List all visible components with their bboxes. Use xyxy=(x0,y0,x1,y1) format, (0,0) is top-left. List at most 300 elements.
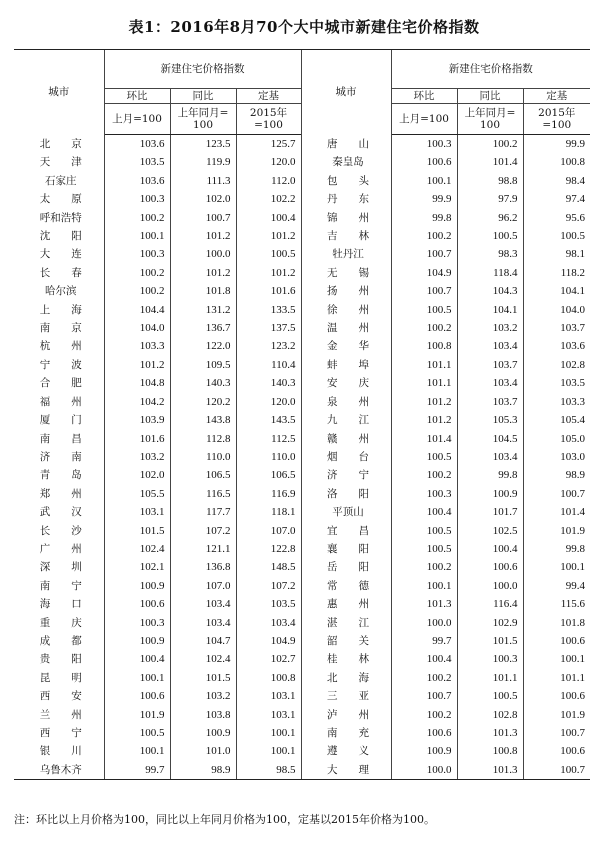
header-base-sub-left: 2015年 =100 xyxy=(236,104,301,135)
base-value-left: 110.4 xyxy=(236,356,301,374)
yoy-value-right: 101.7 xyxy=(457,503,523,521)
mom-value-right: 100.7 xyxy=(426,248,452,261)
mom-value-left: 100.5 xyxy=(139,727,165,739)
mom-value-left: 100.6 xyxy=(139,598,165,611)
city-name-left: 上 海 xyxy=(14,301,104,319)
mom-value-right: 100.8 xyxy=(426,340,452,353)
city-name-right: 韶 关 xyxy=(301,632,391,650)
base-value-right: 98.4 xyxy=(523,172,590,190)
city-name-right: 锦 州 xyxy=(301,209,391,227)
mom-value-right: 100.1 xyxy=(426,174,452,187)
mom-value-right: 101.2 xyxy=(426,414,452,427)
yoy-value-left: 136.7 xyxy=(170,319,236,337)
base-value-left: 100.4 xyxy=(236,209,301,227)
city-name-right: 牡丹江 xyxy=(301,245,391,263)
yoy-value-left: 121.1 xyxy=(170,540,236,558)
base-value-right: 97.4 xyxy=(523,190,590,208)
city-name-right: 惠 州 xyxy=(301,595,391,613)
yoy-value-right: 101.1 xyxy=(457,669,523,687)
city-name-left: 银 川 xyxy=(14,742,104,760)
base-value-right: 103.6 xyxy=(523,337,590,355)
mom-value-left: 100.6 xyxy=(139,690,165,703)
table-row xyxy=(14,632,590,650)
mom-value-left: 102.4 xyxy=(139,542,165,555)
mom-value-right: 100.5 xyxy=(426,524,452,537)
base-value-left: 104.9 xyxy=(236,632,301,650)
mom-value-left: 101.2 xyxy=(139,358,165,371)
yoy-value-left: 116.5 xyxy=(170,485,236,503)
base-value-left: 102.2 xyxy=(236,190,301,208)
table-row xyxy=(14,742,590,760)
yoy-value-right: 101.4 xyxy=(457,153,523,171)
mom-value-left: 100.2 xyxy=(139,211,165,224)
mom-value-left: 101.6 xyxy=(139,432,165,445)
base-value-right: 101.9 xyxy=(523,706,590,724)
base-value-left: 102.7 xyxy=(236,650,301,668)
city-name-right: 遵 义 xyxy=(301,742,391,760)
table-row xyxy=(14,135,590,154)
city-name-left: 宁 波 xyxy=(14,356,104,374)
header-base-left: 定基 xyxy=(236,89,301,104)
base-value-right: 100.7 xyxy=(523,485,590,503)
mom-value-right: 100.2 xyxy=(426,322,452,335)
city-name-right: 南 充 xyxy=(301,724,391,742)
mom-value-right: 100.5 xyxy=(426,303,452,316)
header-group-left: 新建住宅价格指数 xyxy=(104,50,301,89)
yoy-value-right: 100.8 xyxy=(457,742,523,760)
city-name-left: 大 连 xyxy=(14,245,104,263)
yoy-value-left: 98.9 xyxy=(170,761,236,780)
yoy-value-right: 100.5 xyxy=(457,227,523,245)
base-value-left: 133.5 xyxy=(236,301,301,319)
table-row xyxy=(14,522,590,540)
table-row xyxy=(14,466,590,484)
base-value-left: 123.2 xyxy=(236,337,301,355)
table-row xyxy=(14,430,590,448)
city-name-left: 深 圳 xyxy=(14,558,104,576)
base-value-left: 100.1 xyxy=(236,724,301,742)
yoy-value-left: 102.4 xyxy=(170,650,236,668)
yoy-value-right: 100.9 xyxy=(457,485,523,503)
yoy-value-left: 106.5 xyxy=(170,466,236,484)
base-value-left: 101.6 xyxy=(236,282,301,300)
yoy-value-left: 117.7 xyxy=(170,503,236,521)
yoy-value-left: 102.0 xyxy=(170,190,236,208)
base-value-left: 116.9 xyxy=(236,485,301,503)
city-name-left: 成 都 xyxy=(14,632,104,650)
table-row xyxy=(14,282,590,300)
yoy-value-right: 104.1 xyxy=(457,301,523,319)
mom-value-left: 100.2 xyxy=(139,285,165,298)
table-row xyxy=(14,558,590,576)
base-value-left: 107.0 xyxy=(236,522,301,540)
mom-value-left: 100.3 xyxy=(139,616,165,629)
city-name-left: 太 原 xyxy=(14,190,104,208)
city-name-right: 秦皇岛 xyxy=(301,153,391,171)
city-name-right: 温 州 xyxy=(301,319,391,337)
yoy-value-left: 103.4 xyxy=(170,595,236,613)
base-value-right: 115.6 xyxy=(523,595,590,613)
city-name-right: 三 亚 xyxy=(301,687,391,705)
city-name-left: 郑 州 xyxy=(14,485,104,503)
mom-value-right: 99.8 xyxy=(432,211,452,224)
city-name-left: 南 昌 xyxy=(14,430,104,448)
city-name-left: 昆 明 xyxy=(14,669,104,687)
city-name-right: 宜 昌 xyxy=(301,522,391,540)
city-name-left: 北 京 xyxy=(14,135,104,154)
city-name-left: 福 州 xyxy=(14,393,104,411)
mom-value-right: 100.0 xyxy=(391,761,457,780)
city-name-right: 蚌 埠 xyxy=(301,356,391,374)
city-name-left: 天 津 xyxy=(14,153,104,171)
base-value-right: 98.9 xyxy=(523,466,590,484)
mom-value-left: 101.5 xyxy=(139,524,165,537)
city-name-right: 泸 州 xyxy=(301,706,391,724)
base-value-left: 100.1 xyxy=(236,742,301,760)
yoy-value-left: 101.0 xyxy=(170,742,236,760)
header-base-right: 定基 xyxy=(523,89,590,104)
base-value-left: 100.8 xyxy=(236,669,301,687)
table-row xyxy=(14,411,590,429)
base-value-right: 102.8 xyxy=(523,356,590,374)
base-value-right: 100.1 xyxy=(523,650,590,668)
base-value-right: 98.1 xyxy=(523,245,590,263)
yoy-value-left: 110.0 xyxy=(170,448,236,466)
table-row xyxy=(14,595,590,613)
mom-value-right: 100.4 xyxy=(426,506,452,519)
mom-value-right: 101.1 xyxy=(426,377,452,390)
table-row xyxy=(14,448,590,466)
city-name-right: 安 庆 xyxy=(301,374,391,392)
base-value-right: 101.9 xyxy=(523,522,590,540)
mom-value-right: 100.0 xyxy=(426,616,452,629)
yoy-value-right: 96.2 xyxy=(457,209,523,227)
mom-value-right: 100.6 xyxy=(426,156,452,169)
table-row xyxy=(14,337,590,355)
city-name-left: 海 口 xyxy=(14,595,104,613)
yoy-value-left: 120.2 xyxy=(170,393,236,411)
mom-value-right: 99.9 xyxy=(432,193,452,206)
header-mom-sub-right: 上月=100 xyxy=(391,104,457,135)
yoy-value-right: 104.5 xyxy=(457,430,523,448)
city-name-right: 九 江 xyxy=(301,411,391,429)
mom-value-left: 100.3 xyxy=(139,193,165,206)
mom-value-left: 104.4 xyxy=(139,303,165,316)
mom-value-left: 100.9 xyxy=(139,634,165,647)
base-value-right: 95.6 xyxy=(523,209,590,227)
base-value-right: 103.3 xyxy=(523,393,590,411)
city-name-right: 扬 州 xyxy=(301,282,391,300)
mom-value-left: 103.6 xyxy=(139,174,165,187)
city-name-left: 西 安 xyxy=(14,687,104,705)
city-name-left: 武 汉 xyxy=(14,503,104,521)
mom-value-left: 100.3 xyxy=(139,248,165,261)
table-row xyxy=(14,190,590,208)
city-name-right: 烟 台 xyxy=(301,448,391,466)
yoy-value-right: 98.8 xyxy=(457,172,523,190)
city-name-right: 常 德 xyxy=(301,577,391,595)
city-name-left: 济 南 xyxy=(14,448,104,466)
city-name-right: 丹 东 xyxy=(301,190,391,208)
mom-value-left: 102.0 xyxy=(139,469,165,482)
mom-value-left: 100.2 xyxy=(139,266,165,279)
yoy-value-right: 100.6 xyxy=(457,558,523,576)
table-row xyxy=(14,374,590,392)
base-value-left: 103.1 xyxy=(236,706,301,724)
header-yoy-sub-right: 上年同月= 100 xyxy=(457,104,523,135)
yoy-value-left: 100.9 xyxy=(170,724,236,742)
city-name-left: 乌鲁木齐 xyxy=(14,761,104,780)
table-row xyxy=(14,485,590,503)
yoy-value-right: 116.4 xyxy=(457,595,523,613)
mom-value-right: 100.2 xyxy=(426,671,452,684)
table-row xyxy=(14,209,590,227)
yoy-value-left: 123.5 xyxy=(170,135,236,154)
yoy-value-right: 103.4 xyxy=(457,374,523,392)
base-value-right: 99.8 xyxy=(523,540,590,558)
base-value-left: 101.2 xyxy=(236,227,301,245)
yoy-value-left: 101.8 xyxy=(170,282,236,300)
base-value-left: 122.8 xyxy=(236,540,301,558)
base-value-right: 105.0 xyxy=(523,430,590,448)
base-value-right: 101.1 xyxy=(523,669,590,687)
mom-value-right: 100.9 xyxy=(426,745,452,758)
yoy-value-right: 102.5 xyxy=(457,522,523,540)
city-name-left: 重 庆 xyxy=(14,614,104,632)
mom-value-right: 100.5 xyxy=(426,450,452,463)
mom-value-right: 99.7 xyxy=(432,634,452,647)
city-name-right: 襄 阳 xyxy=(301,540,391,558)
yoy-value-left: 103.8 xyxy=(170,706,236,724)
yoy-value-right: 103.7 xyxy=(457,356,523,374)
mom-value-left: 104.0 xyxy=(139,322,165,335)
table-row xyxy=(14,687,590,705)
base-value-left: 120.0 xyxy=(236,393,301,411)
yoy-value-right: 102.9 xyxy=(457,614,523,632)
city-name-left: 贵 阳 xyxy=(14,650,104,668)
yoy-value-left: 112.8 xyxy=(170,430,236,448)
header-yoy-sub-left: 上年同月= 100 xyxy=(170,104,236,135)
city-name-left: 沈 阳 xyxy=(14,227,104,245)
yoy-value-left: 103.4 xyxy=(170,614,236,632)
mom-value-right: 101.2 xyxy=(426,395,452,408)
yoy-value-left: 103.2 xyxy=(170,687,236,705)
base-value-left: 140.3 xyxy=(236,374,301,392)
city-name-left: 广 州 xyxy=(14,540,104,558)
base-value-left: 148.5 xyxy=(236,558,301,576)
base-value-left: 103.1 xyxy=(236,687,301,705)
city-name-right: 徐 州 xyxy=(301,301,391,319)
table-row xyxy=(14,301,590,319)
mom-value-left: 101.9 xyxy=(139,708,165,721)
yoy-value-left: 140.3 xyxy=(170,374,236,392)
base-value-left: 125.7 xyxy=(236,135,301,154)
table-row xyxy=(14,172,590,190)
mom-value-left: 99.7 xyxy=(104,761,170,780)
yoy-value-left: 100.7 xyxy=(170,209,236,227)
yoy-value-left: 119.9 xyxy=(170,153,236,171)
yoy-value-left: 101.2 xyxy=(170,264,236,282)
base-value-left: 112.0 xyxy=(236,172,301,190)
mom-value-right: 101.3 xyxy=(426,598,452,611)
yoy-value-right: 105.3 xyxy=(457,411,523,429)
base-value-right: 103.7 xyxy=(523,319,590,337)
yoy-value-left: 109.5 xyxy=(170,356,236,374)
city-name-right: 岳 阳 xyxy=(301,558,391,576)
base-value-right: 104.0 xyxy=(523,301,590,319)
city-name-left: 长 沙 xyxy=(14,522,104,540)
mom-value-right: 100.7 xyxy=(426,690,452,703)
mom-value-left: 103.9 xyxy=(139,414,165,427)
city-name-left: 西 宁 xyxy=(14,724,104,742)
base-value-right: 100.6 xyxy=(523,687,590,705)
city-name-right: 洛 阳 xyxy=(301,485,391,503)
mom-value-left: 100.1 xyxy=(139,671,165,684)
header-city-left: 城市 xyxy=(14,50,104,135)
yoy-value-right: 97.9 xyxy=(457,190,523,208)
yoy-value-left: 136.8 xyxy=(170,558,236,576)
city-name-right: 济 宁 xyxy=(301,466,391,484)
base-value-right: 101.4 xyxy=(523,503,590,521)
city-name-right: 金 华 xyxy=(301,337,391,355)
yoy-value-right: 103.2 xyxy=(457,319,523,337)
table-row xyxy=(14,650,590,668)
table-row xyxy=(14,264,590,282)
table-body xyxy=(14,135,590,780)
header-mom-sub-left: 上月=100 xyxy=(104,104,170,135)
header-base-sub-right: 2015年 =100 xyxy=(523,104,590,135)
city-name-right: 赣 州 xyxy=(301,430,391,448)
base-value-right: 105.4 xyxy=(523,411,590,429)
base-value-left: 98.5 xyxy=(236,761,301,780)
yoy-value-left: 111.3 xyxy=(170,172,236,190)
yoy-value-right: 101.5 xyxy=(457,632,523,650)
mom-value-right: 100.3 xyxy=(426,487,452,500)
table-row xyxy=(14,540,590,558)
table-row xyxy=(14,577,590,595)
city-name-right: 唐 山 xyxy=(301,135,391,154)
table-row xyxy=(14,724,590,742)
header-yoy-left: 同比 xyxy=(170,89,236,104)
mom-value-left: 100.1 xyxy=(139,745,165,758)
mom-value-right: 100.2 xyxy=(426,469,452,482)
footnote: 注：环比以上月价格为100，同比以上年同月价格为100，定基以2015年价格为100。 xyxy=(14,813,435,826)
city-name-right: 无 锡 xyxy=(301,264,391,282)
base-value-right: 100.1 xyxy=(523,558,590,576)
table-row xyxy=(14,227,590,245)
mom-value-left: 103.2 xyxy=(139,450,165,463)
city-name-left: 石家庄 xyxy=(14,172,104,190)
city-name-right: 桂 林 xyxy=(301,650,391,668)
base-value-right: 100.5 xyxy=(523,227,590,245)
mom-value-right: 100.2 xyxy=(426,561,452,574)
city-name-left: 呼和浩特 xyxy=(14,209,104,227)
table-row xyxy=(14,669,590,687)
base-value-right: 118.2 xyxy=(523,264,590,282)
table-row xyxy=(14,706,590,724)
mom-value-left: 104.2 xyxy=(139,395,165,408)
base-value-left: 118.1 xyxy=(236,503,301,521)
mom-value-right: 100.2 xyxy=(426,708,452,721)
yoy-value-right: 101.3 xyxy=(457,761,523,780)
table-row xyxy=(14,319,590,337)
city-name-left: 南 京 xyxy=(14,319,104,337)
base-value-left: 103.4 xyxy=(236,614,301,632)
header-mom-left: 环比 xyxy=(104,89,170,104)
base-value-right: 104.1 xyxy=(523,282,590,300)
mom-value-right: 104.9 xyxy=(426,266,452,279)
base-value-left: 103.5 xyxy=(236,595,301,613)
mom-value-right: 100.5 xyxy=(426,542,452,555)
city-name-left: 合 肥 xyxy=(14,374,104,392)
yoy-value-left: 143.8 xyxy=(170,411,236,429)
mom-value-right: 101.1 xyxy=(426,358,452,371)
mom-value-left: 104.8 xyxy=(139,377,165,390)
mom-value-left: 103.1 xyxy=(139,506,165,519)
base-value-right: 103.5 xyxy=(523,374,590,392)
base-value-right: 100.6 xyxy=(523,632,590,650)
city-name-right: 北 海 xyxy=(301,669,391,687)
base-value-right: 100.6 xyxy=(523,742,590,760)
mom-value-right: 100.2 xyxy=(426,230,452,243)
city-name-right: 湛 江 xyxy=(301,614,391,632)
yoy-value-right: 103.7 xyxy=(457,393,523,411)
mom-value-left: 103.3 xyxy=(139,340,165,353)
table-row xyxy=(14,614,590,632)
base-value-right: 101.8 xyxy=(523,614,590,632)
table-row xyxy=(14,761,590,780)
yoy-value-right: 104.3 xyxy=(457,282,523,300)
base-value-left: 112.5 xyxy=(236,430,301,448)
table-row xyxy=(14,503,590,521)
yoy-value-right: 118.4 xyxy=(457,264,523,282)
yoy-value-left: 104.7 xyxy=(170,632,236,650)
city-name-right: 平顶山 xyxy=(301,503,391,521)
base-value-left: 110.0 xyxy=(236,448,301,466)
base-value-left: 137.5 xyxy=(236,319,301,337)
yoy-value-right: 101.3 xyxy=(457,724,523,742)
yoy-value-right: 99.8 xyxy=(457,466,523,484)
mom-value-right: 100.4 xyxy=(426,653,452,666)
yoy-value-right: 100.4 xyxy=(457,540,523,558)
city-name-left: 哈尔滨 xyxy=(14,282,104,300)
city-name-left: 厦 门 xyxy=(14,411,104,429)
yoy-value-left: 100.0 xyxy=(170,245,236,263)
header-mom-right: 环比 xyxy=(391,89,457,104)
city-name-right: 泉 州 xyxy=(301,393,391,411)
mom-value-left: 100.4 xyxy=(139,653,165,666)
yoy-value-left: 122.0 xyxy=(170,337,236,355)
price-index-table xyxy=(14,50,590,780)
mom-value-right: 100.3 xyxy=(426,138,452,150)
mom-value-left: 105.5 xyxy=(139,487,165,500)
city-name-left: 杭 州 xyxy=(14,337,104,355)
mom-value-left: 100.9 xyxy=(139,579,165,592)
city-name-right: 包 头 xyxy=(301,172,391,190)
yoy-value-right: 102.8 xyxy=(457,706,523,724)
mom-value-left: 103.5 xyxy=(139,156,165,169)
yoy-value-right: 100.3 xyxy=(457,650,523,668)
city-name-right: 大 理 xyxy=(301,761,391,780)
base-value-left: 143.5 xyxy=(236,411,301,429)
yoy-value-right: 100.5 xyxy=(457,687,523,705)
yoy-value-left: 107.2 xyxy=(170,522,236,540)
header-yoy-right: 同比 xyxy=(457,89,523,104)
table-row xyxy=(14,356,590,374)
base-value-left: 107.2 xyxy=(236,577,301,595)
base-value-left: 106.5 xyxy=(236,466,301,484)
table-row xyxy=(14,245,590,263)
